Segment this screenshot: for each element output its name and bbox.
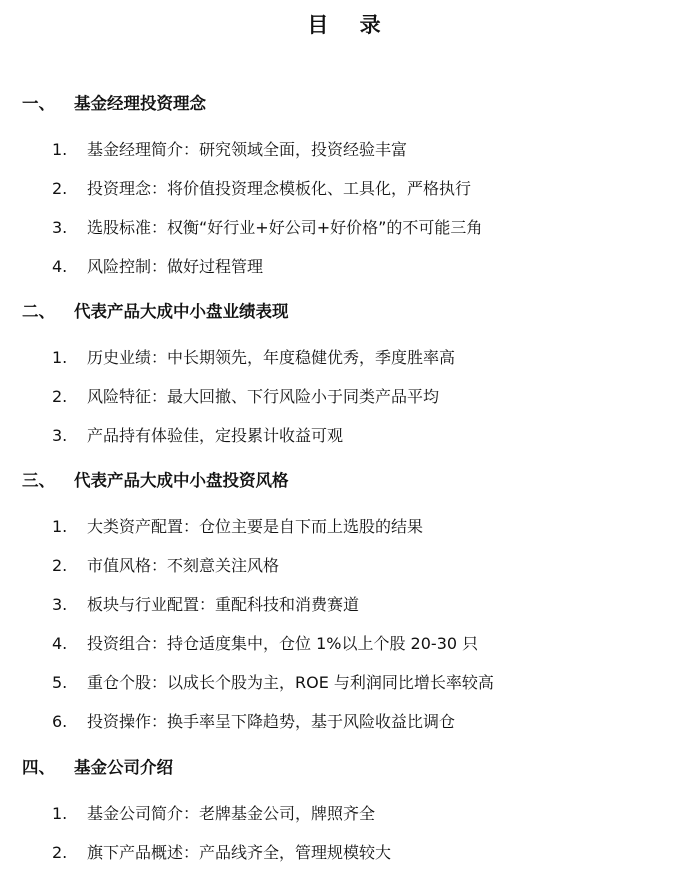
- toc-section-3: [0, 467, 700, 495]
- item-text: 市值风格：不刻意关注风格: [87, 556, 280, 575]
- item-text: 基金公司简介：老牌基金公司，牌照齐全: [87, 804, 376, 823]
- item-text: 风险特征：最大回撤、下行风险小于同类产品平均: [87, 387, 440, 406]
- item-number: 1.: [52, 517, 68, 536]
- toc-item[interactable]: [0, 253, 700, 281]
- item-text: 大类资产配置：仓位主要是自下而上选股的结果: [87, 517, 424, 536]
- toc-item[interactable]: [0, 422, 700, 450]
- item-text: 重仓个股：以成长个股为主，ROE 与利润同比增长率较高: [87, 673, 494, 692]
- toc-item[interactable]: [0, 175, 700, 203]
- section-title: 基金公司介绍: [74, 758, 173, 777]
- toc-section-2: [0, 298, 700, 326]
- toc-section-4: [0, 754, 700, 782]
- item-number: 4.: [52, 257, 68, 276]
- item-number: 3.: [52, 595, 68, 614]
- section-title: 代表产品大成中小盘投资风格: [74, 471, 289, 490]
- toc-section-heading[interactable]: [0, 298, 700, 326]
- section-number: 三、: [22, 471, 55, 490]
- item-number: 3.: [52, 426, 68, 445]
- section-number: 四、: [22, 758, 55, 777]
- toc-item[interactable]: [0, 214, 700, 242]
- toc-section-1: [0, 90, 700, 118]
- item-text: 板块与行业配置：重配科技和消费赛道: [87, 595, 360, 614]
- item-text: 旗下产品概述：产品线齐全，管理规模较大: [87, 843, 392, 862]
- toc-section-heading[interactable]: [0, 467, 700, 495]
- toc-item[interactable]: [0, 800, 700, 828]
- page-title: 目 录: [307, 13, 393, 37]
- item-text: 风险控制：做好过程管理: [87, 257, 264, 276]
- item-text: 投资组合：持仓适度集中，仓位 1%以上个股 20-30 只: [87, 634, 479, 653]
- item-number: 2.: [52, 179, 68, 198]
- item-number: 2.: [52, 387, 68, 406]
- item-number: 1.: [52, 804, 68, 823]
- toc-item[interactable]: [0, 136, 700, 164]
- toc-section-heading[interactable]: [0, 90, 700, 118]
- item-text: 投资理念：将价值投资理念模板化、工具化，严格执行: [87, 179, 472, 198]
- toc-item[interactable]: [0, 552, 700, 580]
- item-number: 2.: [52, 843, 68, 862]
- item-text: 产品持有体验佳，定投累计收益可观: [87, 426, 344, 445]
- toc-item[interactable]: [0, 591, 700, 619]
- toc-item[interactable]: [0, 708, 700, 736]
- section-title: 基金经理投资理念: [74, 94, 206, 113]
- section-number: 一、: [22, 94, 55, 113]
- item-number: 2.: [52, 556, 68, 575]
- toc-item[interactable]: [0, 513, 700, 541]
- item-text: 投资操作：换手率呈下降趋势，基于风险收益比调仓: [87, 712, 456, 731]
- section-number: 二、: [22, 302, 55, 321]
- item-number: 4.: [52, 634, 68, 653]
- item-text: 选股标准：权衡“好行业+好公司+好价格”的不可能三角: [87, 218, 483, 237]
- item-number: 6.: [52, 712, 68, 731]
- item-number: 3.: [52, 218, 68, 237]
- item-text: 历史业绩：中长期领先，年度稳健优秀，季度胜率高: [87, 348, 456, 367]
- item-number: 1.: [52, 140, 68, 159]
- toc-item[interactable]: [0, 839, 700, 867]
- section-title: 代表产品大成中小盘业绩表现: [74, 302, 289, 321]
- item-text: 基金经理简介：研究领域全面，投资经验丰富: [87, 140, 408, 159]
- item-number: 5.: [52, 673, 68, 692]
- item-number: 1.: [52, 348, 68, 367]
- toc-item[interactable]: [0, 344, 700, 372]
- toc-item[interactable]: [0, 669, 700, 697]
- toc-item[interactable]: [0, 630, 700, 658]
- toc-item[interactable]: [0, 383, 700, 411]
- toc-section-heading[interactable]: [0, 754, 700, 782]
